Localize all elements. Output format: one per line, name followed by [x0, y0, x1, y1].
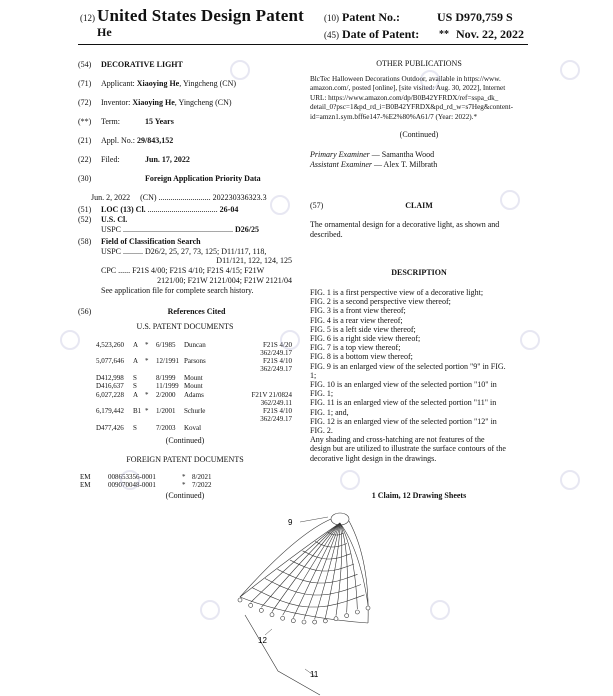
foreign-doc-num: 009070048-0001 [108, 481, 156, 489]
inid-30: (30) [78, 174, 92, 183]
description-line: FIG. 4 is a rear view thereof; [310, 315, 403, 325]
us-doc-date: 12/1991 [156, 357, 179, 365]
inid-52: (52) [78, 215, 92, 224]
us-doc-cls: F21S 4/10 [263, 357, 292, 365]
foreign-docs-title: FOREIGN PATENT DOCUMENTS [126, 455, 244, 464]
claim-title: CLAIM [405, 201, 433, 210]
description-line: FIG. 10 is an enlarged view of the selected portion "10" in [310, 380, 497, 390]
us-doc-cls2: 362/249.17 [260, 349, 292, 357]
design-title: DECORATIVE LIGHT [101, 60, 183, 69]
us-doc-name: Mount [184, 374, 203, 382]
bulb [249, 603, 253, 607]
ref-label-9: 9 [288, 518, 293, 527]
us-doc-date: 2/2000 [156, 391, 176, 399]
priority-title: Foreign Application Priority Data [145, 174, 261, 183]
claim-text: The ornamental design for a decorative light, as shown and described. [310, 220, 500, 239]
us-doc-kind: S [133, 424, 137, 432]
inid-57: (57) [310, 201, 324, 210]
foreign-doc-office: EM [80, 481, 91, 489]
us-docs-title: U.S. PATENT DOCUMENTS [136, 322, 234, 331]
inid-10: (10) [324, 13, 339, 23]
us-doc-num: 4,523,260 [96, 341, 124, 349]
watermark-logo [520, 330, 540, 350]
us-doc-kind: S [133, 374, 137, 382]
description-line: FIG. 3 is a front view thereof; [310, 306, 406, 316]
inid-72: (72) [78, 98, 92, 107]
description-line: Any shading and cross-hatching are not features of the [310, 435, 485, 445]
continued-link-2: (Continued) [165, 491, 205, 500]
bulb [313, 620, 317, 624]
bulb [302, 620, 306, 624]
watermark-logo [200, 600, 220, 620]
watermark-logo [420, 70, 440, 90]
bulb [281, 616, 285, 620]
us-doc-cls: F21S 4/10 [263, 407, 292, 415]
inid-21: (21) [78, 136, 92, 145]
leader-line [265, 629, 272, 635]
us-doc-num: D477,426 [96, 424, 124, 432]
priority-row: Jun. 2, 2022 (CN) .......................... 202230336323.3 [91, 193, 267, 202]
inid-56: (56) [78, 307, 92, 316]
description-text [310, 288, 532, 463]
description-line: FIG. 1; and, [310, 407, 349, 417]
leader-line [300, 517, 328, 522]
inid-term: (**) [78, 117, 92, 126]
us-doc-cls2: 362/249.11 [260, 399, 292, 407]
other-pubs-continued: (Continued) [399, 130, 439, 139]
us-doc-name: Koval [184, 424, 202, 432]
assistant-examiner: Assistant Examiner — Alex T. Milbrath [310, 160, 438, 169]
bulb [345, 614, 349, 618]
foreign-doc-date: 8/2021 [192, 473, 212, 481]
watermark-logo [340, 470, 360, 490]
us-doc-num: 5,077,646 [96, 357, 124, 365]
us-doc-date: 8/1999 [156, 374, 176, 382]
description-line: FIG. 1 is a first perspective view of a decorative light; [310, 288, 484, 297]
references-title: References Cited [167, 307, 226, 316]
description-line: 1; [310, 370, 317, 380]
description-line: FIG. 1; [310, 389, 334, 399]
patent-number: US D970,759 S [437, 10, 513, 24]
us-doc-name: Adams [184, 391, 204, 399]
search-line: See application file for complete search history. [101, 286, 254, 295]
us-doc-star: * [145, 357, 149, 365]
us-doc-kind: A [133, 357, 139, 365]
inventor-field: Inventor: Xiaoying He, Yingcheng (CN) [101, 98, 232, 107]
us-doc-cls: F21V 21/0824 [251, 391, 292, 399]
watermark-logo [560, 60, 580, 80]
filed-label: Filed: [101, 155, 120, 164]
bulb [323, 619, 327, 623]
net-ring [278, 569, 358, 583]
ref-label-12: 12 [258, 636, 267, 645]
us-doc-num: 6,179,442 [96, 407, 124, 415]
claims-summary: 1 Claim, 12 Drawing Sheets [371, 491, 467, 500]
document-type-title: United States Design Patent [97, 6, 305, 25]
search-line: D11/121, 122, 124, 125 [216, 256, 292, 265]
us-doc-num: D416,637 [96, 382, 124, 390]
loc-class: LOC (13) Cl. ................................... 26-04 [101, 205, 239, 214]
us-doc-star: * [145, 341, 149, 349]
bulb [270, 613, 274, 617]
us-doc-date: 7/2003 [156, 424, 176, 432]
us-doc-name: Mount [184, 382, 203, 390]
us-doc-num: 6,027,228 [96, 391, 124, 399]
bulb [291, 619, 295, 623]
watermark-logo [230, 60, 250, 80]
description-title: DESCRIPTION [391, 268, 447, 277]
us-doc-star: * [145, 391, 149, 399]
ref-label-11: 11 [310, 670, 319, 679]
light-net [253, 532, 365, 607]
description-line: FIG. 7 is a top view thereof; [310, 343, 401, 353]
description-line: design but are utilized to illustrate the surface contours of the [310, 444, 506, 454]
description-line: FIG. 9 is an enlarged view of the selected portion "9" in FIG. [310, 361, 506, 371]
us-doc-kind: A [133, 341, 139, 349]
bulb [366, 606, 370, 610]
foreign-doc-date: 7/2022 [192, 481, 212, 489]
description-line: FIG. 11 is an enlarged view of the selected portion "11" in [310, 398, 497, 408]
us-doc-cls2: 362/249.17 [260, 365, 292, 373]
term-value: 15 Years [145, 117, 174, 126]
us-doc-name: Parsons [184, 357, 206, 365]
bulb [238, 598, 242, 602]
bulb [334, 617, 338, 621]
header-inventor: He [97, 25, 112, 39]
inid-58: (58) [78, 237, 92, 246]
us-doc-date: 11/1999 [156, 382, 179, 390]
foreign-doc-star: * [182, 481, 186, 489]
watermark-logo [280, 330, 300, 350]
net-ring [290, 560, 354, 571]
other-pubs-text: BlcTec Halloween Decorations Outdoor, available in https://www. amazon.com/, posted [online], [site visited: Aug. 30, 2022], Internet URL: https://www.amazon.com/dp/B0B42YFRDX/ref=sspa_dk_ detail_0?psc=1&pd_rd_i=B0B42YFRDX&pd_rd_w=s7Heg&content- id=amzn1.sym.bff6e147-%E2%80%A61/7 (Year: 2022).* [310, 75, 514, 121]
continued-link-1: (Continued) [165, 436, 205, 445]
date-marker: ** [439, 29, 449, 40]
foreign-doc-star: * [182, 473, 186, 481]
description-line: FIG. 2. [310, 426, 333, 436]
search-line: USPC .......... D26/2, 25, 27, 73, 125; D11/117, 118, [101, 247, 267, 256]
net-ring [303, 551, 351, 559]
filed-date: Jun. 17, 2022 [145, 155, 190, 164]
date-of-patent: Nov. 22, 2022 [456, 27, 525, 41]
us-doc-kind: A [133, 391, 139, 399]
description-line: FIG. 5 is a left side view thereof; [310, 324, 416, 334]
us-doc-name: Schurle [184, 407, 206, 415]
description-line: FIG. 2 is a second perspective view thereof; [310, 297, 451, 307]
bulb [355, 610, 359, 614]
primary-examiner: Primary Examiner — Samantha Wood [310, 150, 435, 159]
watermark-logo [430, 600, 450, 620]
light-strands [240, 523, 368, 619]
foreign-doc-num: 008653356-0001 [108, 473, 156, 481]
search-line: 2121/00; F21W 2121/004; F21W 2121/04 [157, 276, 292, 285]
power-cord [245, 615, 320, 695]
us-doc-kind: S [133, 382, 137, 390]
us-doc-kind: B1 [133, 407, 142, 415]
us-doc-cls2: 362/249.17 [260, 415, 292, 423]
description-line: FIG. 8 is a bottom view thereof; [310, 352, 413, 362]
watermark-logo [500, 190, 520, 210]
inid-71: (71) [78, 79, 92, 88]
description-line: FIG. 6 is a right side view thereof; [310, 334, 421, 344]
inid-54: (54) [78, 60, 92, 69]
patent-no-label: Patent No.: [342, 10, 400, 24]
bulb [259, 608, 263, 612]
description-line: FIG. 12 is an enlarged view of the selected portion "12" in [310, 416, 497, 426]
field-search-label: Field of Classification Search [101, 237, 201, 246]
foreign-doc-office: EM [80, 473, 91, 481]
inid-51: (51) [78, 205, 92, 214]
search-line: CPC ...... F21S 4/00; F21S 4/10; F21S 4/15; F21W [101, 266, 265, 275]
decorative-light-drawing [200, 505, 430, 696]
other-pubs-title: OTHER PUBLICATIONS [376, 59, 462, 68]
us-doc-cls: F21S 4/20 [263, 341, 292, 349]
uspc-row: USPC ....................................................... D26/25 [101, 225, 260, 234]
description-line: decorative light design in the drawings. [310, 453, 437, 463]
inid-22: (22) [78, 155, 92, 164]
watermark-logo [270, 195, 290, 215]
us-cl-label: U.S. Cl. [101, 215, 128, 224]
us-doc-date: 6/1985 [156, 341, 176, 349]
inid-45: (45) [324, 30, 339, 40]
us-doc-date: 1/2001 [156, 407, 176, 415]
applicant-field: Applicant: Xiaoying He, Yingcheng (CN) [101, 79, 237, 88]
watermark-logo [60, 330, 80, 350]
date-of-patent-label: Date of Patent: [342, 27, 420, 41]
watermark-logo [120, 470, 140, 490]
term-label: Term: [101, 117, 120, 126]
us-doc-name: Duncan [184, 341, 206, 349]
us-doc-star: * [145, 407, 149, 415]
watermark-logo [560, 470, 580, 490]
header-rule [78, 44, 528, 45]
light-bulbs [238, 598, 370, 624]
inid-12: (12) [80, 13, 95, 23]
appl-no-field: Appl. No.: 29/843,152 [101, 136, 174, 145]
us-doc-num: D412,998 [96, 374, 124, 382]
